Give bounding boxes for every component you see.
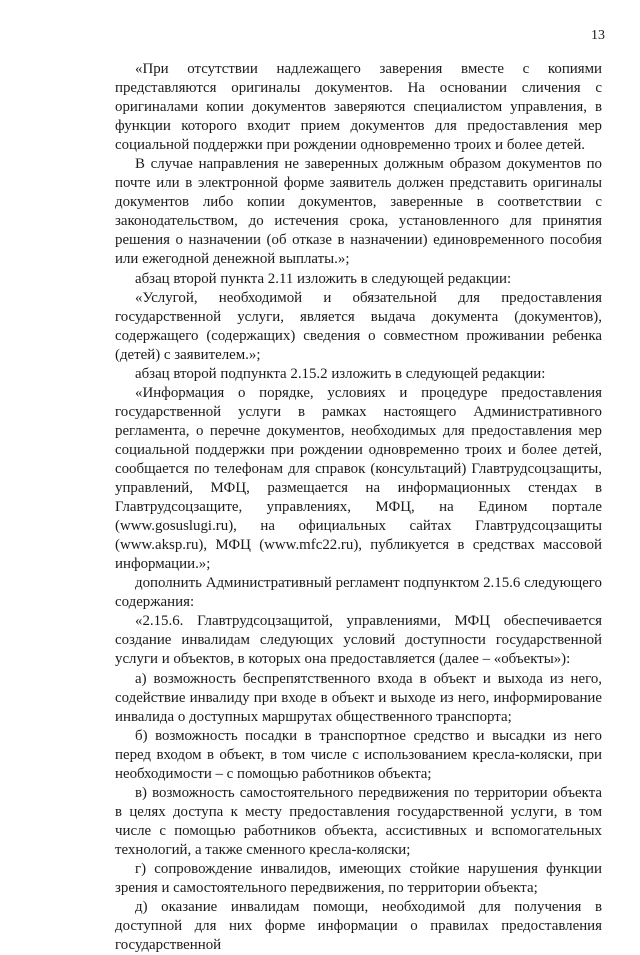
paragraph: «При отсутствии надлежащего заверения вместе с копиями представляются оригиналы документов. На основании сличения с оригиналами копии документов заверяются специалистом управления, в функции которого входит прием документов для предоставления мер социальной поддержки при рождении одновременно троих и более детей.: [115, 61, 602, 154]
list-item: б) возможность посадки в транспортное средство и высадки из него перед входом в объект, в том числе с использованием кресла-коляски, при необходимости – с помощью работников объекта;: [115, 727, 602, 782]
list-item: в) возможность самостоятельного передвижения по территории объекта в целях доступа к месту предоставления государственной услуги, в том числе с помощью работников объекта, ассистивных и вспомогательных технологий, а также сменного кресла-коляски;: [115, 784, 602, 858]
paragraph: «Услугой, необходимой и обязательной для предоставления государственной услуги, является выдача документа (документов), содержащего (содержащих) сведения о совместном проживании ребенка (детей) с заявителем.»;: [115, 289, 602, 363]
paragraph: «Информация о порядке, условиях и процедуре предоставления государственной услуги в рамках настоящего Административного регламента, о перечне документов, необходимых для предоставления мер социальной поддержки при рождении одновременно троих и более детей, сообщается по телефонам для справок (консультаций) Главтрудсоцзащиты, управлений, МФЦ, размещается на информационных стендах в Главтрудсоцзащите, управлениях, МФЦ, на Едином портале (www.gosuslugi.ru), на официальных сайтах Главтрудсоцзащиты (www.aksp.ru), МФЦ (www.mfc22.ru), публикуется в средствах массовой информации.»;: [115, 384, 602, 573]
paragraph: абзац второй подпункта 2.15.2 изложить в следующей редакции:: [135, 365, 546, 382]
paragraph: дополнить Административный регламент подпунктом 2.15.6 следующего содержания:: [115, 575, 602, 611]
list-item: д) оказание инвалидам помощи, необходимой для получения в доступной для них форме информации о правилах предоставления государственной: [115, 899, 602, 954]
paragraph: В случае направления не заверенных должным образом документов по почте или в электронной форме заявитель должен представить оригиналы документов либо копии документов, заверенные в соответствии с законодательством, до истечения срока, установленного для принятия решения о назначении (об отказе в назначении) единовременного пособия или ежегодной денежной выплаты.»;: [115, 156, 602, 268]
list-item: г) сопровождение инвалидов, имеющих стойкие нарушения функции зрения и самостоятельного передвижения, по территории объекта;: [115, 860, 602, 897]
list-item: а) возможность беспрепятственного входа в объект и выхода из него, содействие инвалиду при входе в объект и выходе из него, информирование инвалида о доступных маршрутах общественного транспорта;: [115, 670, 602, 725]
paragraph: абзац второй пункта 2.11 изложить в следующей редакции:: [135, 270, 512, 287]
page-number: 13: [591, 28, 605, 43]
document-body: [115, 60, 602, 955]
paragraph: «2.15.6. Главтрудсоцзащитой, управлениями, МФЦ обеспечивается создание инвалидам следующих условий доступности государственной услуги и объектов, в которых она предоставляется (далее – «объекты»):: [115, 613, 602, 668]
